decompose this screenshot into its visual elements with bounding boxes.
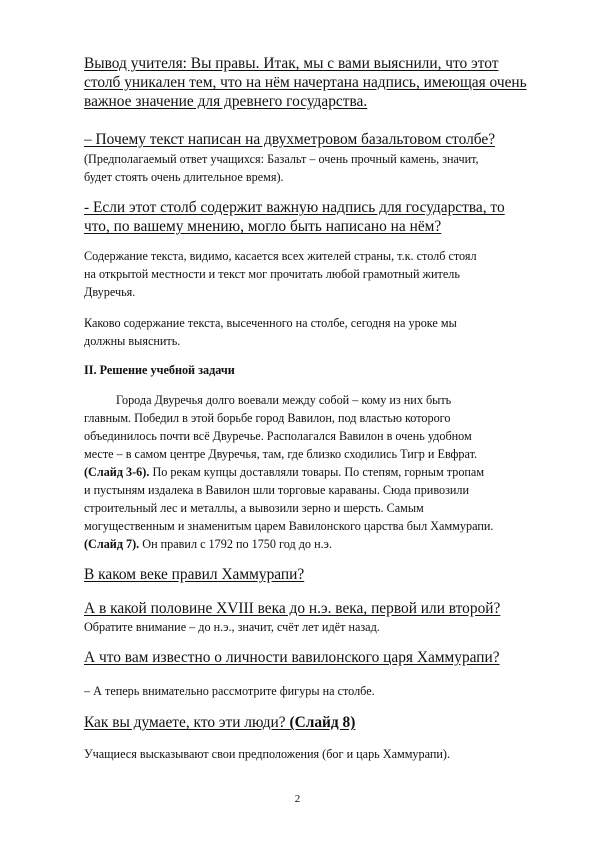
question-century [84,565,532,584]
text-line: - Если этот столб содержит важную надпись для государства, то [84,199,505,216]
text-line: – А теперь внимательно рассмотрите фигуры на столбе. [84,684,375,698]
text-fragment: Как вы думаете, кто эти люди? [84,714,290,731]
paragraph-content [84,247,532,301]
page-number: 2 [294,793,301,805]
text-line: могущественным и знаменитым царем Вавилонского царства был Хаммурапи. [84,519,494,533]
question-inscription [84,198,532,236]
text-line: должны выяснить. [84,334,181,348]
story-paragraph [84,391,532,553]
paragraph-lesson-goal [84,314,532,350]
text-line: В каком веке правил Хаммурапи? [84,566,305,583]
text-line: А в какой половине XVIII века до н.э. века, первой или второй? [84,600,501,617]
text-fragment: По рекам купцы доставляли товары. По степям, горным тропам [149,465,485,479]
text-line: Содержание текста, видимо, касается всех жителей страны, т.к. столб стоял [84,249,477,263]
text-line: месте – в самом центре Двуречья, там, где близко сходились Тигр и Евфрат. [84,447,478,461]
text-fragment: Он правил с 1792 по 1750 год до н.э. [139,537,332,551]
question-half [84,599,532,618]
text-line: Учащиеся высказывают свои предположения (бог и царь Хаммурапи). [84,747,450,761]
text-line [84,463,532,481]
text-line: строительный лес и металлы, а вывозили зерно и шерсть. Самым [84,501,424,515]
slide-reference: (Слайд 7). [84,537,140,551]
text-line: А что вам известно о личности вавилонского царя Хаммурапи? [84,649,500,666]
text-line: II. Решение учебной задачи [84,363,235,377]
text-line: на открытой местности и текст мог прочитать любой грамотный житель [84,267,460,281]
text-line: Обратите внимание – до н.э., значит, счёт лет идёт назад. [84,620,380,634]
expected-answer [84,150,532,186]
hint-text [84,618,532,636]
question-basalt [84,130,532,149]
text-line: Каково содержание текста, высеченного на столбе, сегодня на уроке мы [84,316,457,330]
question-personality [84,648,532,667]
text-line: что, по вашему мнению, могло быть написано на нём? [84,218,442,235]
text-line: Города Двуречья долго воевали между собой – кому из них быть [116,393,452,407]
section-heading [84,361,532,379]
slide-reference: (Слайд 8) [289,714,356,731]
text-line [84,535,532,553]
text-line [84,713,532,732]
students-guess [84,745,532,763]
slide-reference: (Слайд 3-6). [84,465,150,479]
text-line: и пустыням издалека в Вавилон шли торговые караваны. Сюда привозили [84,483,470,497]
text-line: объединилось почти всё Двуречье. Располагался Вавилон в очень удобном [84,429,472,443]
question-people [84,713,532,732]
text-line: будет стоять очень длительное время). [84,170,284,184]
text-line: (Предполагаемый ответ учащихся: Базальт – очень прочный камень, значит, [84,152,479,166]
text-line: главным. Победил в этой борьбе город Вавилон, под властью которого [84,411,451,425]
instruction-figures [84,682,532,700]
text-line: Двуречья. [84,285,136,299]
text-line: столб уникален тем, что на нём начертана надпись, имеющая очень [84,74,527,91]
teacher-conclusion [84,54,532,111]
text-line: важное значение для древнего государства. [84,93,368,110]
text-line: Вывод учителя: Вы правы. Итак, мы с вами выяснили, что этот [84,55,499,72]
text-line: – Почему текст написан на двухметровом базальтовом столбе? [84,131,496,148]
